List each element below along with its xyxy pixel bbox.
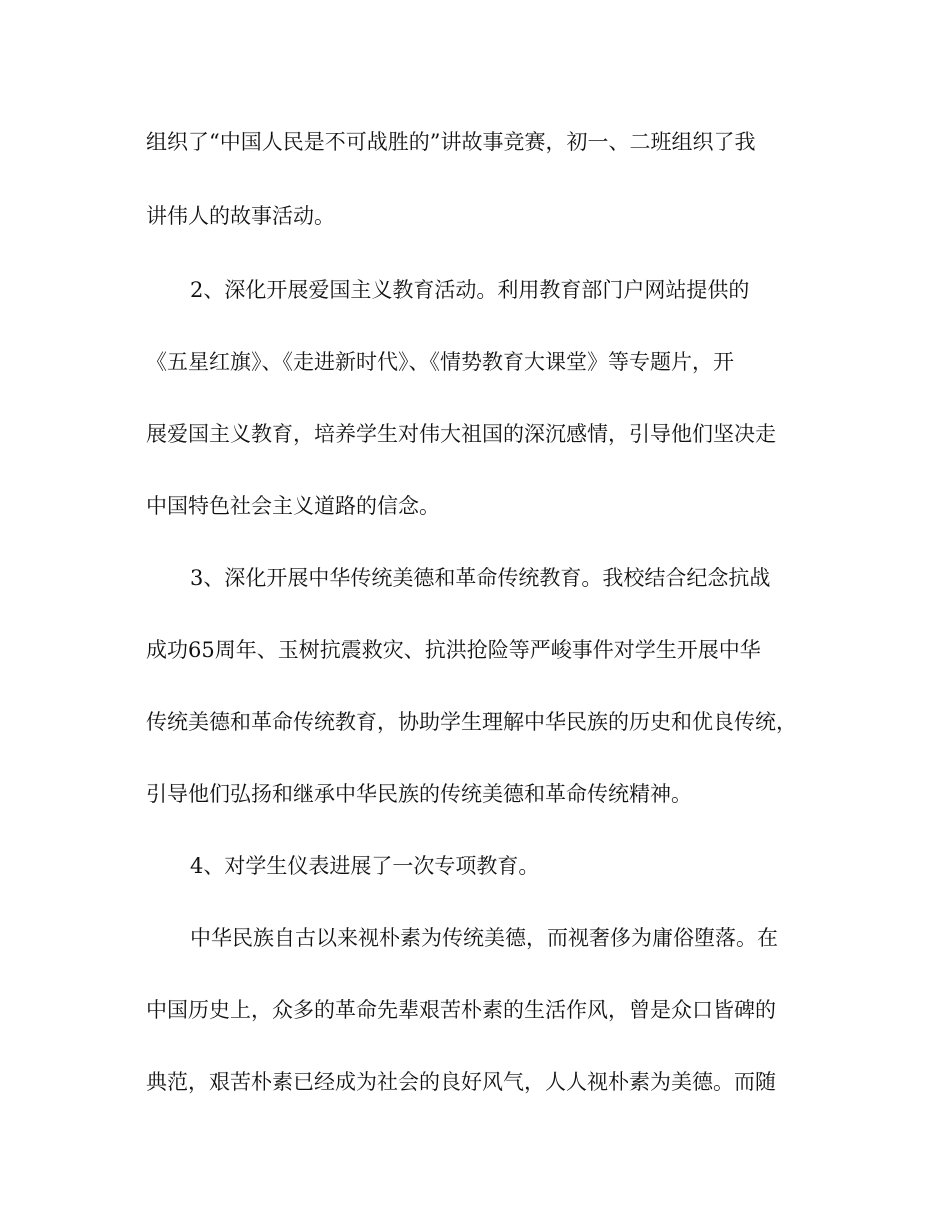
paragraph-line: 成功65周年、玉树抗震救灾、抗洪抢险等严峻事件对学生开展中华 [146,638,761,662]
paragraph-line: 中华民族自古以来视朴素为传统美德，而视奢侈为庸俗堕落。在 [190,926,778,950]
paragraph-line: 组织了“中国人民是不可战胜的”讲故事竞赛，初一、二班组织了我 [146,130,756,154]
paragraph-line: 2、深化开展爱国主义教育活动。利用教育部门户网站提供的 [190,278,750,302]
paragraph-line: 传统美德和革命传统教育，协助学生理解中华民族的历史和优良传统， [146,710,797,734]
paragraph-line: 中国特色社会主义道路的信念。 [146,494,440,518]
paragraph-line: 典范，艰苦朴素已经成为社会的良好风气，人人视朴素为美德。而随 [146,1070,776,1094]
paragraph-line: 中国历史上，众多的革命先辈艰苦朴素的生活作风，曾是众口皆碑的 [146,998,776,1022]
paragraph-line: 4、对学生仪表进展了一次专项教育。 [190,854,540,878]
paragraph-line: 展爱国主义教育，培养学生对伟大祖国的深沉感情，引导他们坚决走 [146,422,776,446]
paragraph-line: 引导他们弘扬和继承中华民族的传统美德和革命传统精神。 [146,782,692,806]
paragraph-line: 讲伟人的故事活动。 [146,204,335,228]
paragraph-line: 《五星红旗》、《走进新时代》、《情势教育大课堂》等专题片，开 [146,350,734,374]
paragraph-line: 3、深化开展中华传统美德和革命传统教育。我校结合纪念抗战 [190,566,771,590]
